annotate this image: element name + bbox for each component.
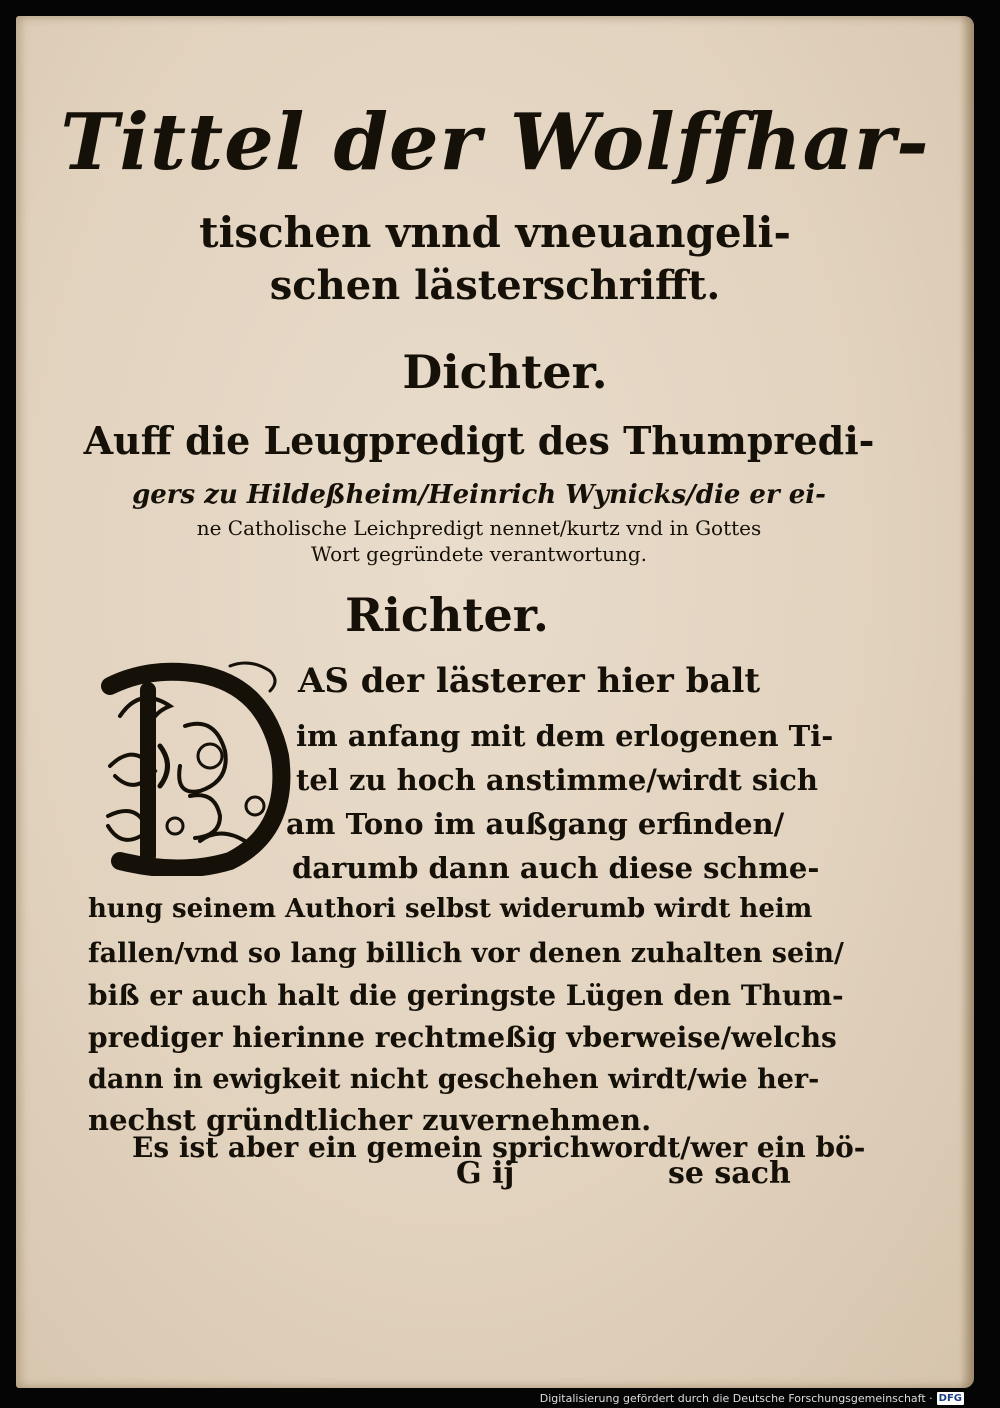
signature-mark: G ij	[456, 1156, 515, 1191]
body-line-4: am Tono im außgang erfinden/	[286, 807, 785, 841]
decorated-initial-d-icon	[90, 656, 300, 876]
heading-richter: Richter.	[345, 588, 549, 642]
body-line-10: dann in ewigkeit nicht geschehen wirdt/wie her-	[88, 1064, 820, 1095]
body-line-1: AS der lästerer hier balt	[298, 661, 761, 701]
body-line-3: tel zu hoch anstimme/wirdt sich	[296, 763, 819, 797]
dfg-logo-icon: DFG	[938, 1392, 962, 1404]
body-line-8: biß er auch halt die geringste Lügen den Thum-	[88, 979, 844, 1012]
funding-footer	[540, 1390, 964, 1406]
body-line-7: fallen/vnd so lang billich vor denen zuhalten sein/	[88, 938, 844, 969]
book-page	[16, 16, 974, 1388]
intro-line-3: ne Catholische Leichpredigt nennet/kurtz vnd in Gottes	[196, 516, 762, 540]
body-line-5: darumb dann auch diese schme-	[292, 851, 820, 885]
footer-text: Digitalisierung gefördert durch die Deutsche Forschungsgemeinschaft ·	[539, 1391, 933, 1405]
heading-dichter: Dichter.	[402, 345, 608, 399]
catchword: se sach	[668, 1156, 791, 1191]
body-line-2: im anfang mit dem erlogenen Ti-	[296, 719, 834, 753]
title-line-1: Tittel der Wolffhar-	[60, 97, 930, 188]
intro-line-4: Wort gegründete verantwortung.	[310, 542, 648, 566]
body-line-11: nechst gründtlicher zuvernehmen.	[88, 1103, 652, 1137]
title-line-3: schen lästerschrifft.	[269, 262, 721, 309]
body-line-6: hung seinem Authori selbst widerumb wirdt heim	[88, 894, 813, 924]
body-line-12: Es ist aber ein gemein sprichwordt/wer ein bö-	[132, 1131, 866, 1164]
intro-line-1: Auff die Leugpredigt des Thumpredi-	[83, 418, 875, 463]
body-line-9: prediger hierinne rechtmeßig vberweise/welchs	[88, 1021, 837, 1054]
title-line-2: tischen vnnd vneuangeli-	[199, 208, 791, 257]
intro-line-2: gers zu Hildeßheim/Heinrich Wynicks/die er ei-	[132, 480, 826, 510]
